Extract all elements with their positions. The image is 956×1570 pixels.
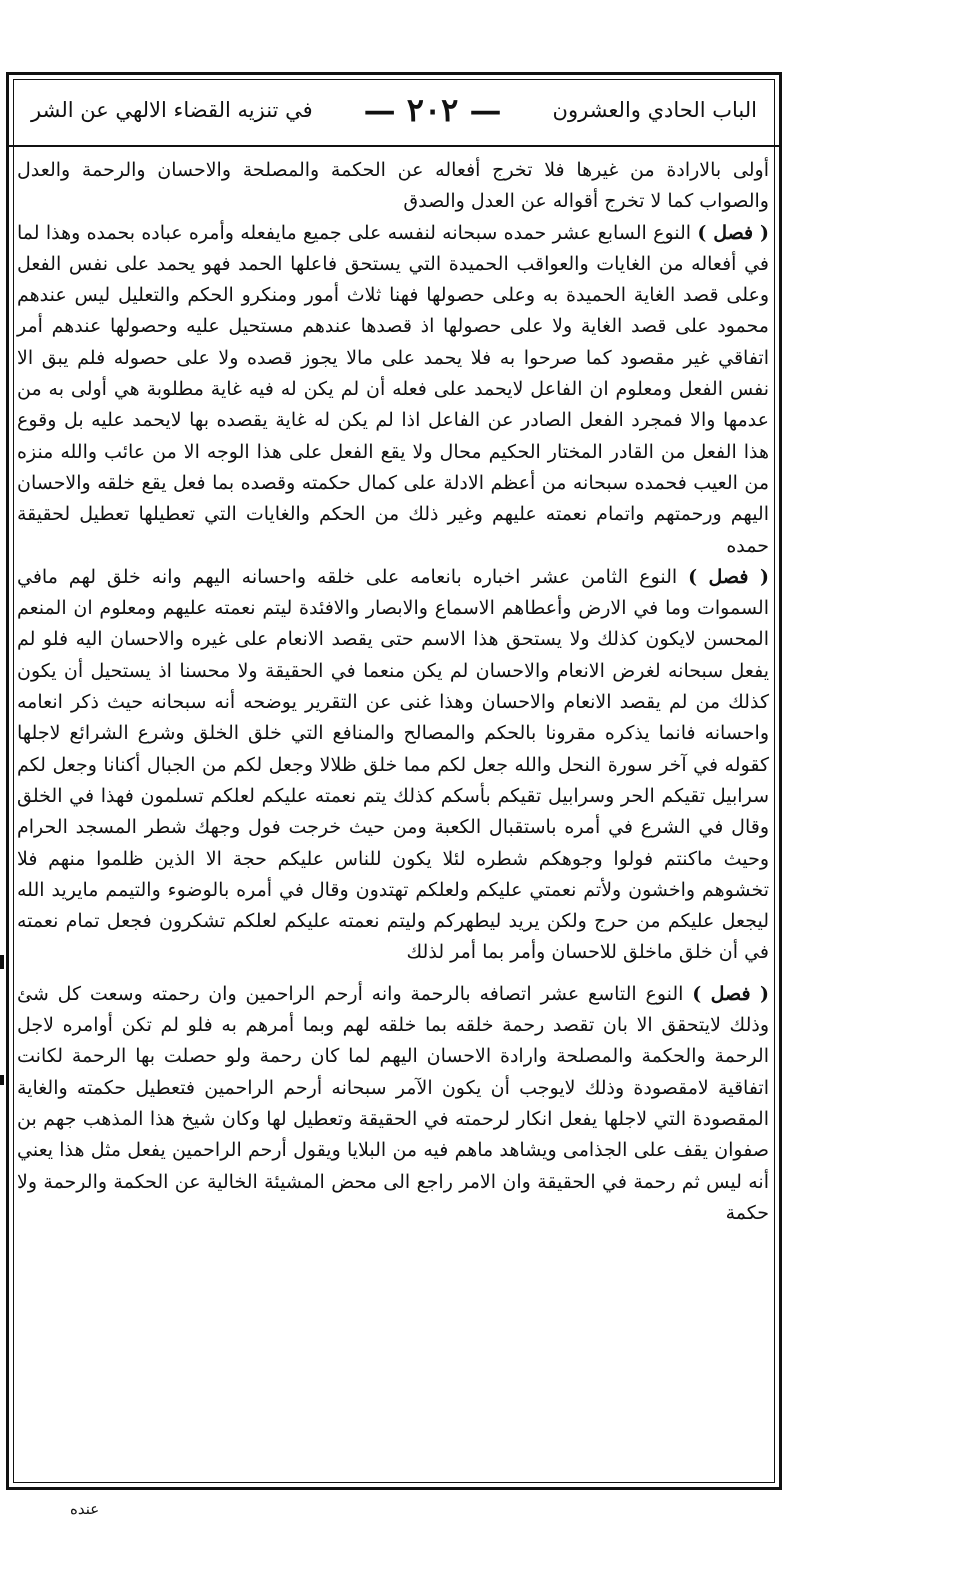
- section-label: ( فصل ): [692, 982, 769, 1005]
- chapter-title: الباب الحادي والعشرون: [552, 98, 757, 122]
- page-frame: [6, 72, 782, 1490]
- section-17: [17, 218, 769, 562]
- binding-mark-left: [0, 955, 4, 969]
- running-header: [9, 75, 779, 147]
- paragraph-text: النوع السابع عشر حمده سبحانه لنفسه على جميع مايفعله وأمره عباده بحمده وهذا لما في أفعاله من الغايات والعواقب الحميدة التي يستحق فاعلها الحمد فهو يحمد على نفس الفعل وعلى قصد الغاية الحميدة به وعلى حصولها فهنا ثلاث أمور ومنكرو الحكم والتعليل ليس عندهم محمود على قصد الغاية ولا على حصولها اذ قصدها عندهم مستحيل عليه وحصولها عندهم أمر اتفاقي غير مقصود كما صرحوا به فلا يحمد على مالا يجوز قصده ولا على حصوله فلم يبق الا نفس الفعل ومعلوم ان الفاعل لايحمد على فعله أن لم يكن له فيه غاية مطلوبة هي أولى به من عدمها والا فمجرد الفعل الصادر عن الفاعل اذا لم يكن له غاية يقصده بها لايحمد عليه بل وقوع هذا الفعل من القادر المختار الحكيم محال ولا يقع الفعل على هذا الوجه الا من عائب والله منزه من العيب فحمده سبحانه من أعظم الادلة على كمال حكمته وقصده بما فعل يقع خلقه والاحسان اليهم ورحمتهم واتمام نعمته عليهم وغير ذلك من الحكم والغايات التي تعطيلها تعطيل لحقيقة حمده: [17, 221, 769, 557]
- section-label: ( فصل ): [688, 565, 769, 588]
- section-19: [17, 979, 769, 1229]
- paragraph-text: النوع التاسع عشر اتصافه بالرحمة وانه أرحم الراحمين وان رحمته وسعت كل شئ وذلك لايتحقق الا بان تقصد رحمة خلقه بما خلقه لهم وبما أمرهم به فلو لم تكن أوامره لاجل الرحمة والحكمة والمصلحة وارادة الاحسان اليهم لما كان رحمة ولو حصلت بها الرحمة لكانت اتفاقية لامقصودة وذلك لايوجب أن يكون الآمر سبحانه أرحم الراحمين فتعطيل حكمته والغاية المقصودة التي لاجلها يفعل انكار لرحمته في الحقيقة وتعطيل لها وكان شيخ هذا المذهب جهم بن صفوان يقف على الجذامى ويشاهد ماهم فيه من البلايا ويقول أرحم الراحمين يفعل مثل هذا يعني أنه ليس ثم رحمة في الحقيقة وان الامر راجع الى محض المشيئة الخالية عن الحكمة والرحمة ولا حكمة: [17, 982, 769, 1224]
- page-number: — ٢٠٢ —: [363, 91, 502, 129]
- section-18: [17, 562, 769, 969]
- paragraph-continuation: [17, 155, 769, 218]
- paragraph-text: النوع الثامن عشر اخباره بانعامه على خلقه واحسانه اليهم وانه خلق لهم مافي السموات وما في الارض وأعطاهم الاسماع والابصار والافئدة ليتم نعمته عليهم ومعلوم ان المنعم المحسن لايكون كذلك ولا يستحق هذا الاسم حتى يقصد الانعام على غيره والاحسان اليه فلو لم يفعل سبحانه لغرض الانعام والاحسان لم يكن منعما في الحقيقة ولا محسنا اذ يستحيل أن يكون كذلك من لم يقصد الانعام والاحسان وهذا غنى عن التقرير يوضحه أنه سبحانه حيث ذكر انعامه واحسانه فانما يذكره مقرونا بالحكم والمصالح والمنافع التي خلق الخلق وشرع الشرائع لاجلها كقوله في آخر سورة النحل والله جعل لكم مما خلق ظلالا وجعل لكم من الجبال أكنانا وجعل لكم سرابيل تقيكم الحر وسرابيل تقيكم بأسكم كذلك يتم نعمته عليكم لعلكم تسلمون فهذا في الخلق وقال في الشرع في أمره باستقبال الكعبة ومن حيث خرجت فول وجهك شطر المسجد الحرام وحيث ماكنتم فولوا وجوهكم شطره لئلا يكون للناس عليكم حجة الا الذين ظلموا منهم فلا تخشوهم واخشون ولأتم نعمتي عليكم ولعلكم تهتدون وقال في أمره بالوضوء والتيمم مايريد الله ليجعل عليكم من حرج ولكن يريد ليطهركم وليتم نعمته عليكم لعلكم تشكرون فجعل تمام نعمته في أن خلق ماخلق للاحسان وأمر بما أمر لذلك: [17, 565, 769, 964]
- running-title: في تنزيه القضاء الالهي عن الشر: [31, 98, 313, 122]
- catchword: عنده: [70, 1500, 100, 1518]
- page-body: [17, 155, 769, 1229]
- section-label: ( فصل ): [697, 221, 769, 244]
- paragraph-text: أولى بالارادة من غيرها فلا تخرج أفعاله عن الحكمة والمصلحة والاحسان والرحمة والعدل والصواب كما لا تخرج أقواله عن العدل والصدق: [17, 159, 769, 213]
- binding-mark-left-lower: [0, 1075, 4, 1085]
